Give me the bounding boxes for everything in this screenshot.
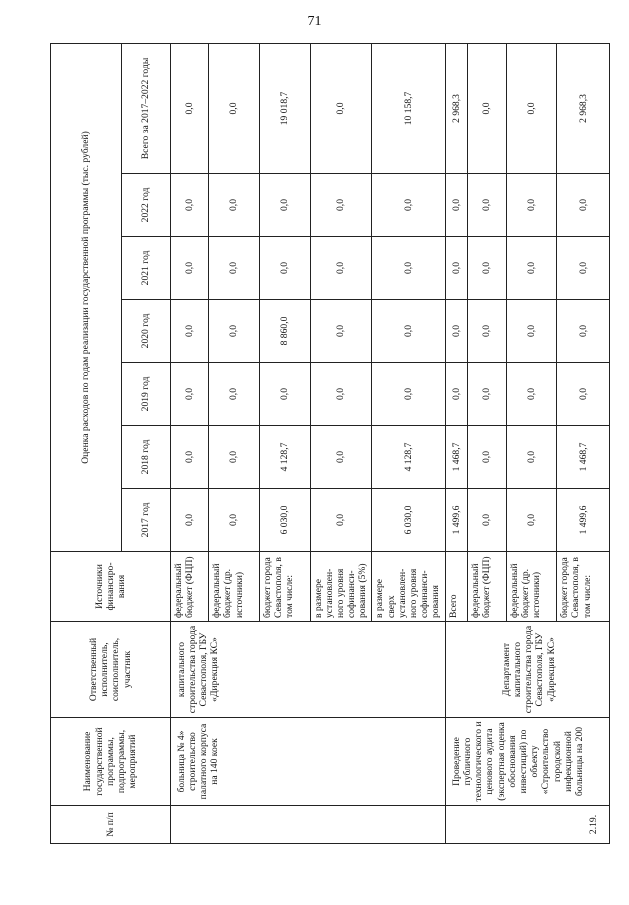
- value-cell: 0,0: [310, 300, 372, 363]
- program-name: Проведение публичного технологического и ценового аудита (экспертная оценка обоснования инвестиций) по объекту «Строительство городской инфекционной больницы на 200: [445, 718, 609, 806]
- value-cell: 0,0: [259, 174, 310, 237]
- value-cell: 0,0: [557, 300, 610, 363]
- value-cell: 0,0: [468, 426, 507, 489]
- header-year: 2020 год: [121, 300, 170, 363]
- value-cell-total: 2 968,3: [557, 43, 610, 173]
- table-row: [445, 43, 467, 843]
- value-cell: 1 468,7: [445, 426, 467, 489]
- value-cell: 0,0: [506, 426, 557, 489]
- program-name: больница № 4» строительство палатного корпуса на 140 коек: [170, 718, 445, 806]
- value-cell: 0,0: [557, 174, 610, 237]
- value-cell: 0,0: [506, 300, 557, 363]
- value-cell: 1 499,6: [445, 489, 467, 552]
- value-cell: 0,0: [372, 300, 445, 363]
- value-cell-total: 10 158,7: [372, 43, 445, 173]
- header-row-1: [51, 43, 122, 843]
- value-cell: 0,0: [209, 237, 260, 300]
- value-cell: 0,0: [468, 363, 507, 426]
- value-cell: 6 030,0: [259, 489, 310, 552]
- rotated-table-wrapper: [50, 44, 610, 844]
- value-cell: 0,0: [259, 237, 310, 300]
- value-cell-total: 0,0: [310, 43, 372, 173]
- value-cell: 0,0: [468, 300, 507, 363]
- value-cell: 0,0: [310, 489, 372, 552]
- value-cell-total: 0,0: [506, 43, 557, 173]
- value-cell-total: 19 018,7: [259, 43, 310, 173]
- funding-source: федеральный бюджет (др. источники): [506, 552, 557, 622]
- value-cell: 0,0: [170, 300, 209, 363]
- value-cell: 0,0: [445, 300, 467, 363]
- budget-table: [50, 43, 610, 844]
- funding-source: в размере сверх установлен-ного уровня софинанси-рования: [372, 552, 445, 622]
- value-cell: 0,0: [372, 237, 445, 300]
- funding-source: бюджет города Севастополя, в том числе:: [557, 552, 610, 622]
- header-num: № п/п: [51, 806, 171, 844]
- value-cell: 0,0: [170, 363, 209, 426]
- value-cell: 0,0: [209, 300, 260, 363]
- value-cell: 0,0: [468, 489, 507, 552]
- value-cell: 1 468,7: [557, 426, 610, 489]
- value-cell: 6 030,0: [372, 489, 445, 552]
- value-cell: 4 128,7: [259, 426, 310, 489]
- header-year-total: Всего за 2017–2022 годы: [121, 43, 170, 173]
- header-year: 2017 год: [121, 489, 170, 552]
- value-cell: 0,0: [170, 237, 209, 300]
- value-cell-total: 2 968,3: [445, 43, 467, 173]
- value-cell: 0,0: [557, 237, 610, 300]
- page-number: 71: [307, 14, 322, 29]
- row-number: 2.19.: [445, 806, 609, 844]
- value-cell: 0,0: [468, 237, 507, 300]
- funding-source: в размере установлен-ного уровня софинанси-рования (5%): [310, 552, 372, 622]
- value-cell: 0,0: [445, 237, 467, 300]
- value-cell: 0,0: [170, 174, 209, 237]
- value-cell: 8 860,0: [259, 300, 310, 363]
- value-cell: 0,0: [506, 174, 557, 237]
- row-number: [170, 806, 445, 844]
- value-cell: 0,0: [209, 489, 260, 552]
- header-year: 2018 год: [121, 426, 170, 489]
- value-cell: 0,0: [259, 363, 310, 426]
- value-cell: 0,0: [506, 237, 557, 300]
- value-cell-total: 0,0: [468, 43, 507, 173]
- value-cell: 0,0: [310, 237, 372, 300]
- header-year: 2021 год: [121, 237, 170, 300]
- funding-source: федеральный бюджет (ФЦП): [170, 552, 209, 622]
- header-source: Источники финансиро-вания: [51, 552, 171, 622]
- responsible: Департамент капитального строительства города Севастополя, ГБУ «Дирекция КС»: [445, 622, 609, 718]
- table-row: [170, 43, 209, 843]
- funding-source: федеральный бюджет (др. источники): [209, 552, 260, 622]
- header-name: Наименование государственной программы, подпрограммы, мероприятий: [51, 718, 171, 806]
- value-cell: 0,0: [445, 363, 467, 426]
- value-cell: 0,0: [209, 426, 260, 489]
- header-estimate: Оценка расходов по годам реализации государственной программы (тыс. рублей): [51, 43, 122, 551]
- value-cell-total: 0,0: [209, 43, 260, 173]
- value-cell-total: 0,0: [170, 43, 209, 173]
- value-cell: 0,0: [170, 426, 209, 489]
- value-cell: 0,0: [209, 363, 260, 426]
- value-cell: 0,0: [445, 174, 467, 237]
- value-cell: 0,0: [170, 489, 209, 552]
- value-cell: 0,0: [310, 174, 372, 237]
- funding-source: федеральный бюджет (ФЦП): [468, 552, 507, 622]
- value-cell: 0,0: [506, 363, 557, 426]
- value-cell: 0,0: [557, 363, 610, 426]
- header-responsible: Ответственный исполнитель, соисполнитель, участник: [51, 622, 171, 718]
- value-cell: 4 128,7: [372, 426, 445, 489]
- value-cell: 0,0: [310, 363, 372, 426]
- header-year: 2019 год: [121, 363, 170, 426]
- value-cell: 1 499,6: [557, 489, 610, 552]
- funding-source: Всего: [445, 552, 467, 622]
- funding-source: бюджет города Севастополя, в том числе:: [259, 552, 310, 622]
- value-cell: 0,0: [468, 174, 507, 237]
- value-cell: 0,0: [310, 426, 372, 489]
- value-cell: 0,0: [372, 363, 445, 426]
- header-year: 2022 год: [121, 174, 170, 237]
- responsible: капитального строительства города Севастополя, ГБУ «Дирекция КС»: [170, 622, 445, 718]
- value-cell: 0,0: [506, 489, 557, 552]
- value-cell: 0,0: [209, 174, 260, 237]
- value-cell: 0,0: [372, 174, 445, 237]
